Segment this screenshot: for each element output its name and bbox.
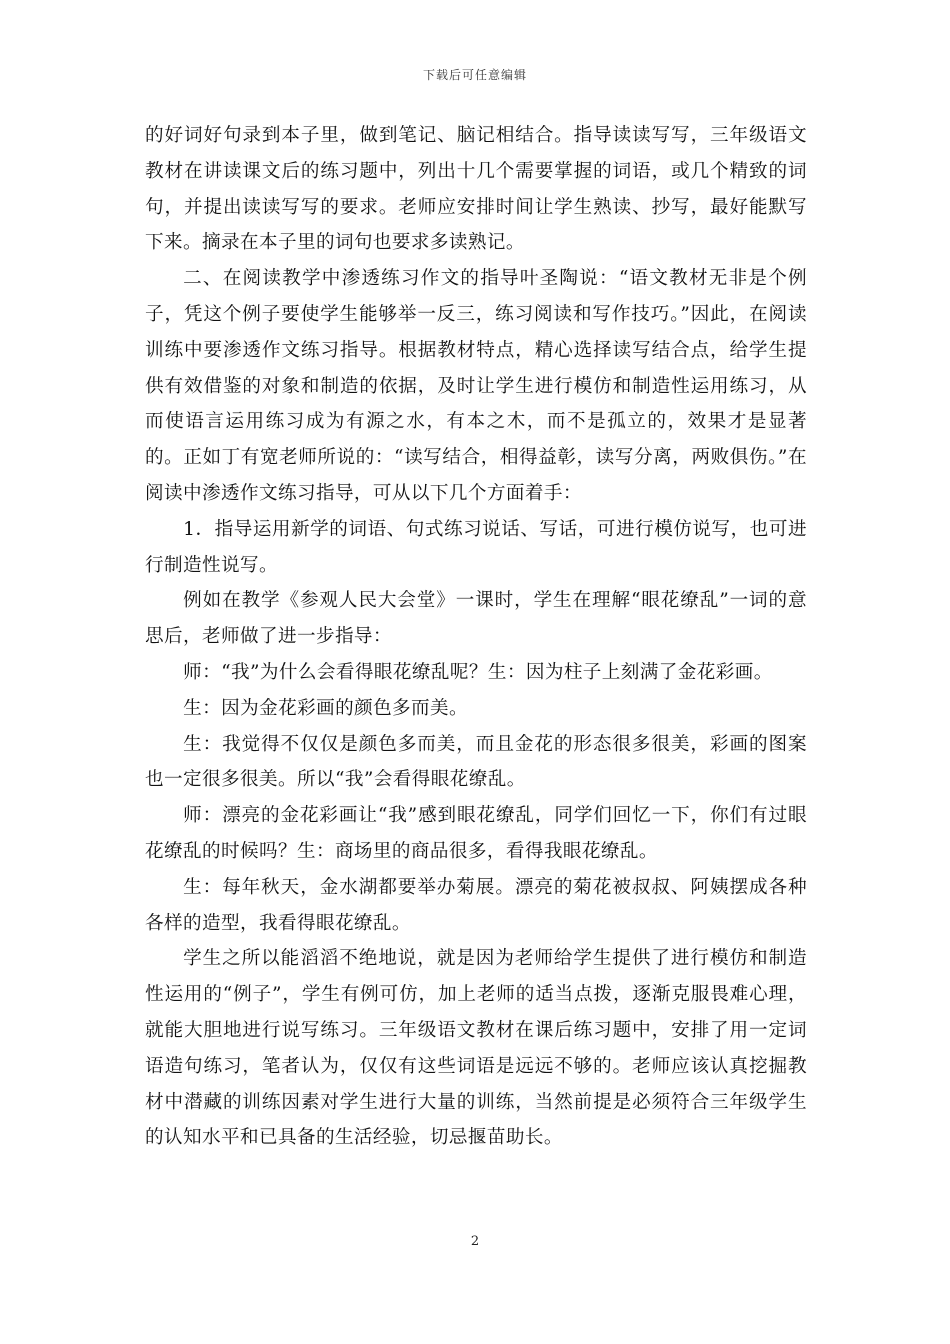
page-header: 下载后可任意编辑 bbox=[422, 68, 527, 82]
paragraph-example-intro: 例如在教学《参观人民大会堂》一课时，学生在理解“眼花缭乱”一词的意思后，老师做了进一步指导： bbox=[145, 590, 807, 648]
paragraph-section-two: 二、在阅读教学中渗透练习作文的指导叶圣陶说：“语文教材无非是个例子，凭这个例子要使学生能够举一反三，练习阅读和写作技巧。”因此，在阅读训练中要渗透作文练习指导。根据教材特点，精心选择读写结合点，给学生提供有效借鉴的对象和制造的依据，及时让学生进行模仿和制造性运用练习，从而使语言运用练习成为有源之水，有本之木，而不是孤立的，效果才是显著的。正如丁有宽老师所说的：“读写结合，相得益彰，读写分离，两败俱伤。”在阅读中渗透作文练习指导，可从以下几个方面着手： bbox=[145, 268, 807, 504]
paragraph-dialogue-teacher-1: 师：“我”为什么会看得眼花缭乱呢？生：因为柱子上刻满了金花彩画。 bbox=[183, 661, 773, 683]
paragraph-dialogue-student-2: 生：我觉得不仅仅是颜色多而美，而且金花的形态很多很美，彩画的图案也一定很多很美。所以“我”会看得眼花缭乱。 bbox=[145, 733, 807, 791]
paragraph-dialogue-student-1: 生：因为金花彩画的颜色多而美。 bbox=[183, 697, 469, 719]
paragraph-conclusion: 学生之所以能滔滔不绝地说，就是因为老师给学生提供了进行模仿和制造性运用的“例子”，学生有例可仿，加上老师的适当点拨，逐渐克服畏难心理，就能大胆地进行说写练习。三年级语文教材在课后练习题中，安排了用一定词语造句练习，笔者认为，仅仅有这些词语是远远不够的。老师应该认真挖掘教材中潜藏的训练因素对学生进行大量的训练，当然前提是必须符合三年级学生的认知水平和已具备的生活经验，切忌揠苗助长。 bbox=[145, 948, 807, 1149]
paragraph-dialogue-student-3: 生：每年秋天，金水湖都要举办菊展。漂亮的菊花被叔叔、阿姨摆成各种各样的造型，我看得眼花缭乱。 bbox=[145, 876, 807, 934]
paragraph-point-one: 1．指导运用新学的词语、句式练习说话、写话，可进行模仿说写，也可进行制造性说写。 bbox=[145, 518, 807, 576]
page-number: 2 bbox=[470, 1234, 480, 1249]
paragraph-continuation: 的好词好句录到本子里，做到笔记、脑记相结合。指导读读写写，三年级语文教材在讲读课文后的练习题中，列出十几个需要掌握的词语，或几个精致的词句，并提出读读写写的要求。老师应安排时间让学生熟读、抄写，最好能默写下来。摘录在本子里的词句也要求多读熟记。 bbox=[145, 125, 807, 254]
document-body bbox=[145, 118, 807, 1156]
paragraph-dialogue-teacher-2: 师：漂亮的金花彩画让“我”感到眼花缭乱，同学们回忆一下，你们有过眼花缭乱的时候吗？生：商场里的商品很多，看得我眼花缭乱。 bbox=[145, 805, 807, 862]
